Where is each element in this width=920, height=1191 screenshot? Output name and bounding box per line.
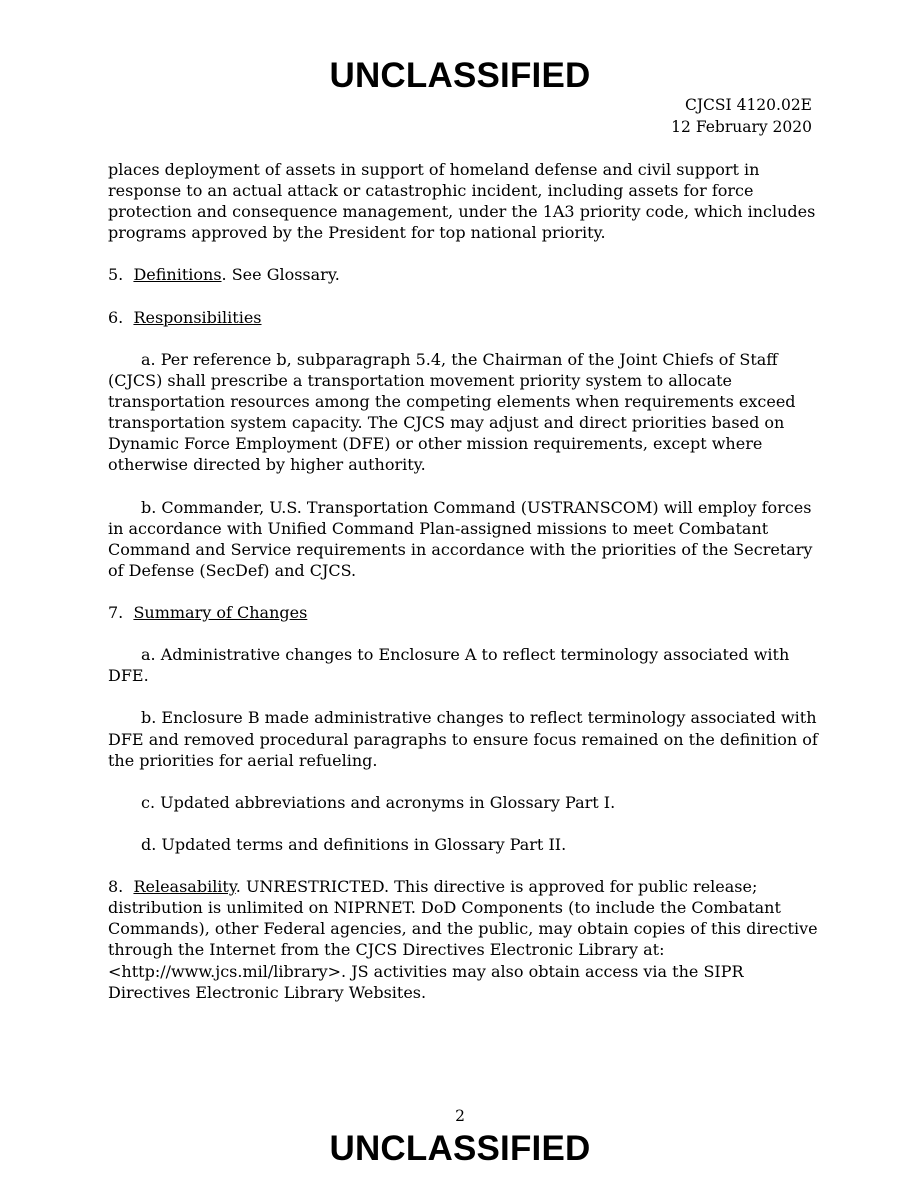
section-5 (108, 264, 828, 285)
section-5-text: . See Glossary. (221, 265, 340, 285)
section-7-title: Summary of Changes (133, 602, 308, 622)
section-5-number: 5. (108, 265, 124, 285)
section-7b-paragraph: b. Enclosure B made administrative changes to reflect terminology associated with DFE and removed procedural paragraphs to ensure focus remained on the definition of the priorities for aerial refueling. (108, 708, 818, 770)
section-7-number: 7. (108, 602, 124, 622)
section-8-title: Releasability (133, 877, 236, 897)
section-7c-paragraph: c. Updated abbreviations and acronyms in Glossary Part I. (141, 792, 616, 812)
section-8-number: 8. (108, 877, 124, 897)
classification-banner-top: UNCLASSIFIED (329, 56, 591, 95)
section-6b-paragraph: b. Commander, U.S. Transportation Command (USTRANSCOM) will employ forces in accordance with Unified Command Plan-assigned missions to meet Combatant Command and Service requirements in accordance with the priorities of the Secretary of Defense (SecDef) and CJCS. (108, 497, 813, 580)
section-6-number: 6. (108, 307, 124, 327)
page-number: 2 (455, 1107, 465, 1125)
section-7a-paragraph: a. Administrative changes to Enclosure A to reflect terminology associated with DFE. (108, 645, 790, 686)
intro-paragraph: places deployment of assets in support of homeland defense and civil support in response to an actual attack or catastrophic incident, including assets for force protection and consequence management, under the 1A3 priority code, which includes programs approved by the President for top national priority. (108, 160, 816, 243)
document-date: 12 February 2020 (671, 118, 812, 136)
section-7d-paragraph: d. Updated terms and definitions in Glossary Part II. (141, 835, 567, 854)
section-6-heading (108, 307, 828, 328)
document-id: CJCSI 4120.02E (684, 96, 812, 114)
section-6-title: Responsibilities (133, 307, 262, 327)
section-8 (108, 876, 828, 1003)
section-6a-paragraph: a. Per reference b, subparagraph 5.4, the Chairman of the Joint Chiefs of Staff (CJCS) shall prescribe a transportation movement priority system to allocate transportation resources among the competing elements when requirements exceed transportation system capacity. The CJCS may adjust and direct priorities based on Dynamic Force Employment (DFE) or other mission requirements, except where otherwise directed by higher authority. (108, 349, 796, 475)
section-5-title: Definitions (133, 265, 222, 285)
classification-banner-bottom: UNCLASSIFIED (329, 1129, 591, 1168)
section-7-heading (108, 602, 828, 623)
document-body (108, 159, 828, 1024)
section-8-text: . UNRESTRICTED. This directive is approved for public release; distribution is unlimited on NIPRNET. DoD Components (to include the Combatant Commands), other Federal agencies, and the public, may obtain copies of this directive through the Internet from the CJCS Directives Electronic Library at: <http://www.jcs.mil/library>. JS activities may also obtain access via the SIPR Directives Electronic Library Websites. (108, 877, 818, 1002)
